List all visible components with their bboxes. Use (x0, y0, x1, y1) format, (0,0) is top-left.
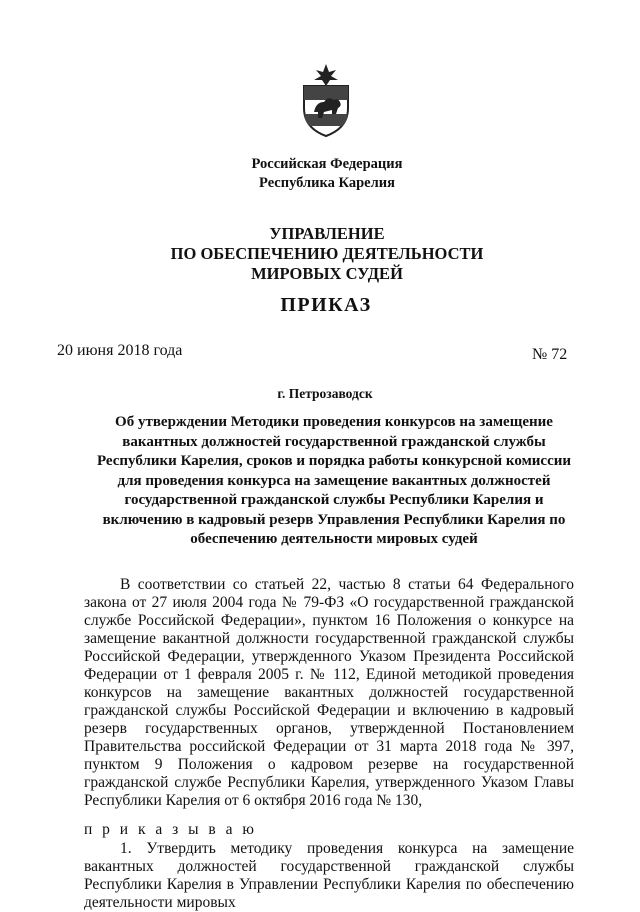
document-title (84, 413, 584, 550)
city-label: г. Петрозаводск (277, 386, 373, 401)
preamble-paragraph: В соответствии со статьей 22, частью 8 статьи 64 Федерального закона от 27 июля 2004 года № 79-ФЗ «О государственной гражданской службе Российской Федерации», пунктом 16 Положения о конкурсе на замещение вакантной должности государственной гражданской службы Российской Федерации, утвержденного Указом Президента Российской Федерации от 1 февраля 2005 г. № 112, Единой методикой проведения конкурсов на замещение вакантных должностей государственной гражданской службы Российской Федерации и включению в кадровый резерв государственных органов, утвержденной Постановлением Правительства российской Федерации от 31 марта 2018 года № 397, пунктом 9 Положения о кадровом резерве на государственной гражданской службе Республики Карелия, утвержденного Указом Главы Республики Карелия от 6 октября 2016 года № 130, (84, 576, 574, 809)
department-line-2: ПО ОБЕСПЕЧЕНИЮ ДЕЯТЕЛЬНОСТИ (170, 244, 484, 263)
title-line: включению в кадровый резерв Управления Республики Карелия по (102, 511, 566, 528)
department-line-3: МИРОВЫХ СУДЕЙ (251, 264, 403, 283)
title-line: Об утверждении Методики проведения конкурсов на замещение (115, 414, 553, 430)
issuer-header (0, 155, 640, 193)
title-line: для проведения конкурса на замещение вакантных должностей (117, 472, 551, 489)
preamble-block (84, 576, 574, 810)
document-number: № 72 (532, 346, 568, 363)
document-type (0, 294, 640, 317)
department-line-1: УПРАВЛЕНИЕ (269, 224, 385, 243)
document-type-label: ПРИКАЗ (280, 294, 372, 316)
order-item-1: 1. Утвердить методику проведения конкурса на замещение вакантных должностей государственной гражданской службы Республики Карелия в Управлении Республики Карелия по обеспечению деятельности мировых (84, 840, 574, 911)
title-line: государственной гражданской службы Республики Карелия и (124, 492, 544, 508)
department-name (0, 224, 640, 284)
document-city (0, 386, 640, 402)
document-date: 20 июня 2018 года (57, 342, 183, 359)
title-line: Республики Карелия, сроков и порядка работы конкурсной комиссии (96, 453, 572, 469)
country-name: Российская Федерация (251, 156, 403, 172)
republic-name: Республика Карелия (259, 175, 395, 191)
title-line: вакантных должностей государственной гражданской службы (122, 433, 546, 450)
title-line: обеспечению деятельности мировых судей (190, 531, 478, 547)
karelia-coat-of-arms-icon (296, 62, 356, 138)
orders-word: п р и к а з ы в а ю (84, 821, 257, 838)
